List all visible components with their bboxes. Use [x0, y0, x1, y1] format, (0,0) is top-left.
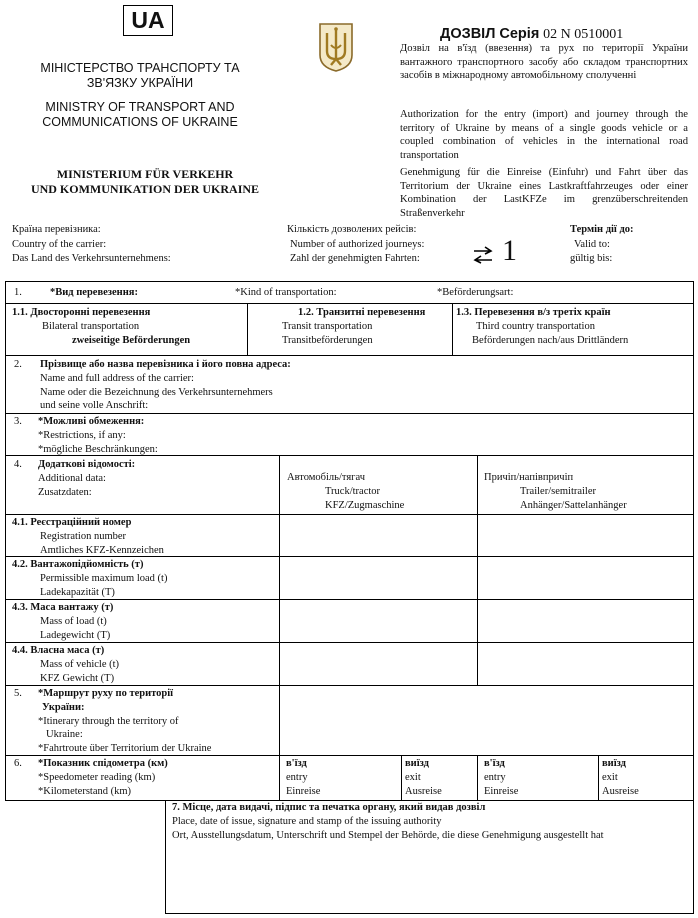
ministry-uk: МІНІСТЕРСТВО ТРАНСПОРТУ ТА ЗВ'ЯЗКУ УКРАЇНИ	[40, 61, 240, 90]
authorized-journeys: Кількість дозволених рейсів: Number of authorized journeys: Zahl der genehmigten Fahrten:	[287, 224, 425, 264]
ministry-de: MINISTERIUM FÜR VERKEHR UND KOMMUNIKATION DER UKRAINE	[30, 167, 260, 196]
ministry-en: MINISTRY OF TRANSPORT AND COMMUNICATIONS OF UKRAINE	[42, 100, 238, 129]
description-de: Genehmigung für die Einreise (Einfuhr) und Fahrt über das Territorium der Ukraine eines Lastkraftfahrzeuges oder einer Kombination der LastKFZe im grenzüberschreitenden Straßenverkehr	[400, 167, 688, 219]
valid-to: Термін дії до: Valid to: gültig bis:	[570, 224, 634, 264]
third-country-transport-cell: 1.3. Перевезення в/з третіх країн Third country transportation Beförderungen nach/aus Drittländern	[456, 307, 629, 346]
truck-header: Автомобіль/тягач Truck/tractor KFZ/Zugmaschine	[287, 472, 405, 511]
trailer-exit: виїзд exit Ausreise	[602, 758, 639, 797]
truck-entry: в'їзд entry Einreise	[286, 758, 321, 797]
issuing-authority: 7. Місце, дата видачі, підпис та печатка органу, який видав дозвіл Place, date of issue, signature and stamp of the issuing authority Ort, Ausstellungsdatum, Unterschrift und Stempel der Behörde, die diese Genehmigung ausgestellt hat	[172, 802, 604, 841]
row4-number: 4.	[14, 459, 22, 470]
transit-transport-cell: 1.2. Транзитні перевезення Transit transportation Transitbeförderungen	[282, 307, 426, 346]
row1-number: 1.	[14, 287, 22, 298]
carrier-country: Країна перевізника: Country of the carrier: Das Land des Verkehrsunternehmens:	[12, 224, 171, 264]
journeys-value: 1	[502, 234, 517, 267]
speedometer: *Показник спідометра (км) *Speedometer reading (km) *Kilometerstand (km)	[38, 758, 168, 797]
country-code-box: UA	[123, 5, 173, 36]
row3-number: 3.	[14, 416, 22, 427]
two-way-arrows-icon	[472, 245, 494, 265]
trailer-entry: в'їзд entry Einreise	[484, 758, 519, 797]
description-uk: Дозвіл на в'їзд (ввезення) та рух по території України вантажного транспортного засобу або складом транспортних засобів в міжнародному автомобільному сполученні	[400, 43, 688, 82]
row6-number: 6.	[14, 758, 22, 769]
truck-exit: виїзд exit Ausreise	[405, 758, 442, 797]
carrier-name-address: Прізвище або назва перевізника і його повна адреса: Name and full address of the carrier: Name oder die Bezeichnung des Verkehrsunternehmers und seine volle Anschrift:	[40, 359, 291, 412]
additional-data: Додаткові відомості: Additional data: Zusatzdaten:	[38, 459, 136, 498]
permit-title: ДОЗВІЛ Серія 02 N 0510001	[440, 26, 624, 42]
bilateral-transport-cell: 1.1. Двосторонні перевезення Bilateral transportation zweiseitige Beförderungen	[12, 307, 191, 346]
mass-of-vehicle: 4.4. Власна маса (т) Mass of vehicle (t) KFZ Gewicht (T)	[12, 645, 120, 684]
row2-number: 2.	[14, 359, 22, 370]
itinerary: *Маршрут руху по території України: *Itinerary through the territory of Ukraine: *Fahrtroute über Territorium der Ukraine	[38, 688, 212, 755]
max-load: 4.2. Вантажопідйомність (т) Permissible maximum load (t) Ladekapazität (T)	[12, 559, 168, 598]
trident-coat-of-arms-icon	[317, 21, 355, 73]
registration-number: 4.1. Реєстраційний номер Registration number Amtliches KFZ-Kennzeichen	[12, 517, 164, 556]
kind-of-transport-de: *Beförderungsart:	[437, 287, 514, 298]
mass-of-load: 4.3. Маса вантажу (т) Mass of load (t) Ladegewicht (T)	[12, 602, 114, 641]
description-en: Authorization for the entry (import) and journey through the territory of Ukraine by means of a single goods vehicle or a coupled combination of vehicles in the international road transportation	[400, 109, 688, 161]
row5-number: 5.	[14, 688, 22, 699]
kind-of-transport-uk: *Вид перевезення:	[50, 287, 138, 298]
kind-of-transport-en: *Kind of transportation:	[235, 287, 337, 298]
trailer-header: Причіп/напівпричіп Trailer/semitrailer Anhänger/Sattelanhänger	[484, 472, 627, 511]
restrictions: *Можливі обмеження: *Restrictions, if any: *mögliche Beschränkungen:	[38, 416, 158, 455]
